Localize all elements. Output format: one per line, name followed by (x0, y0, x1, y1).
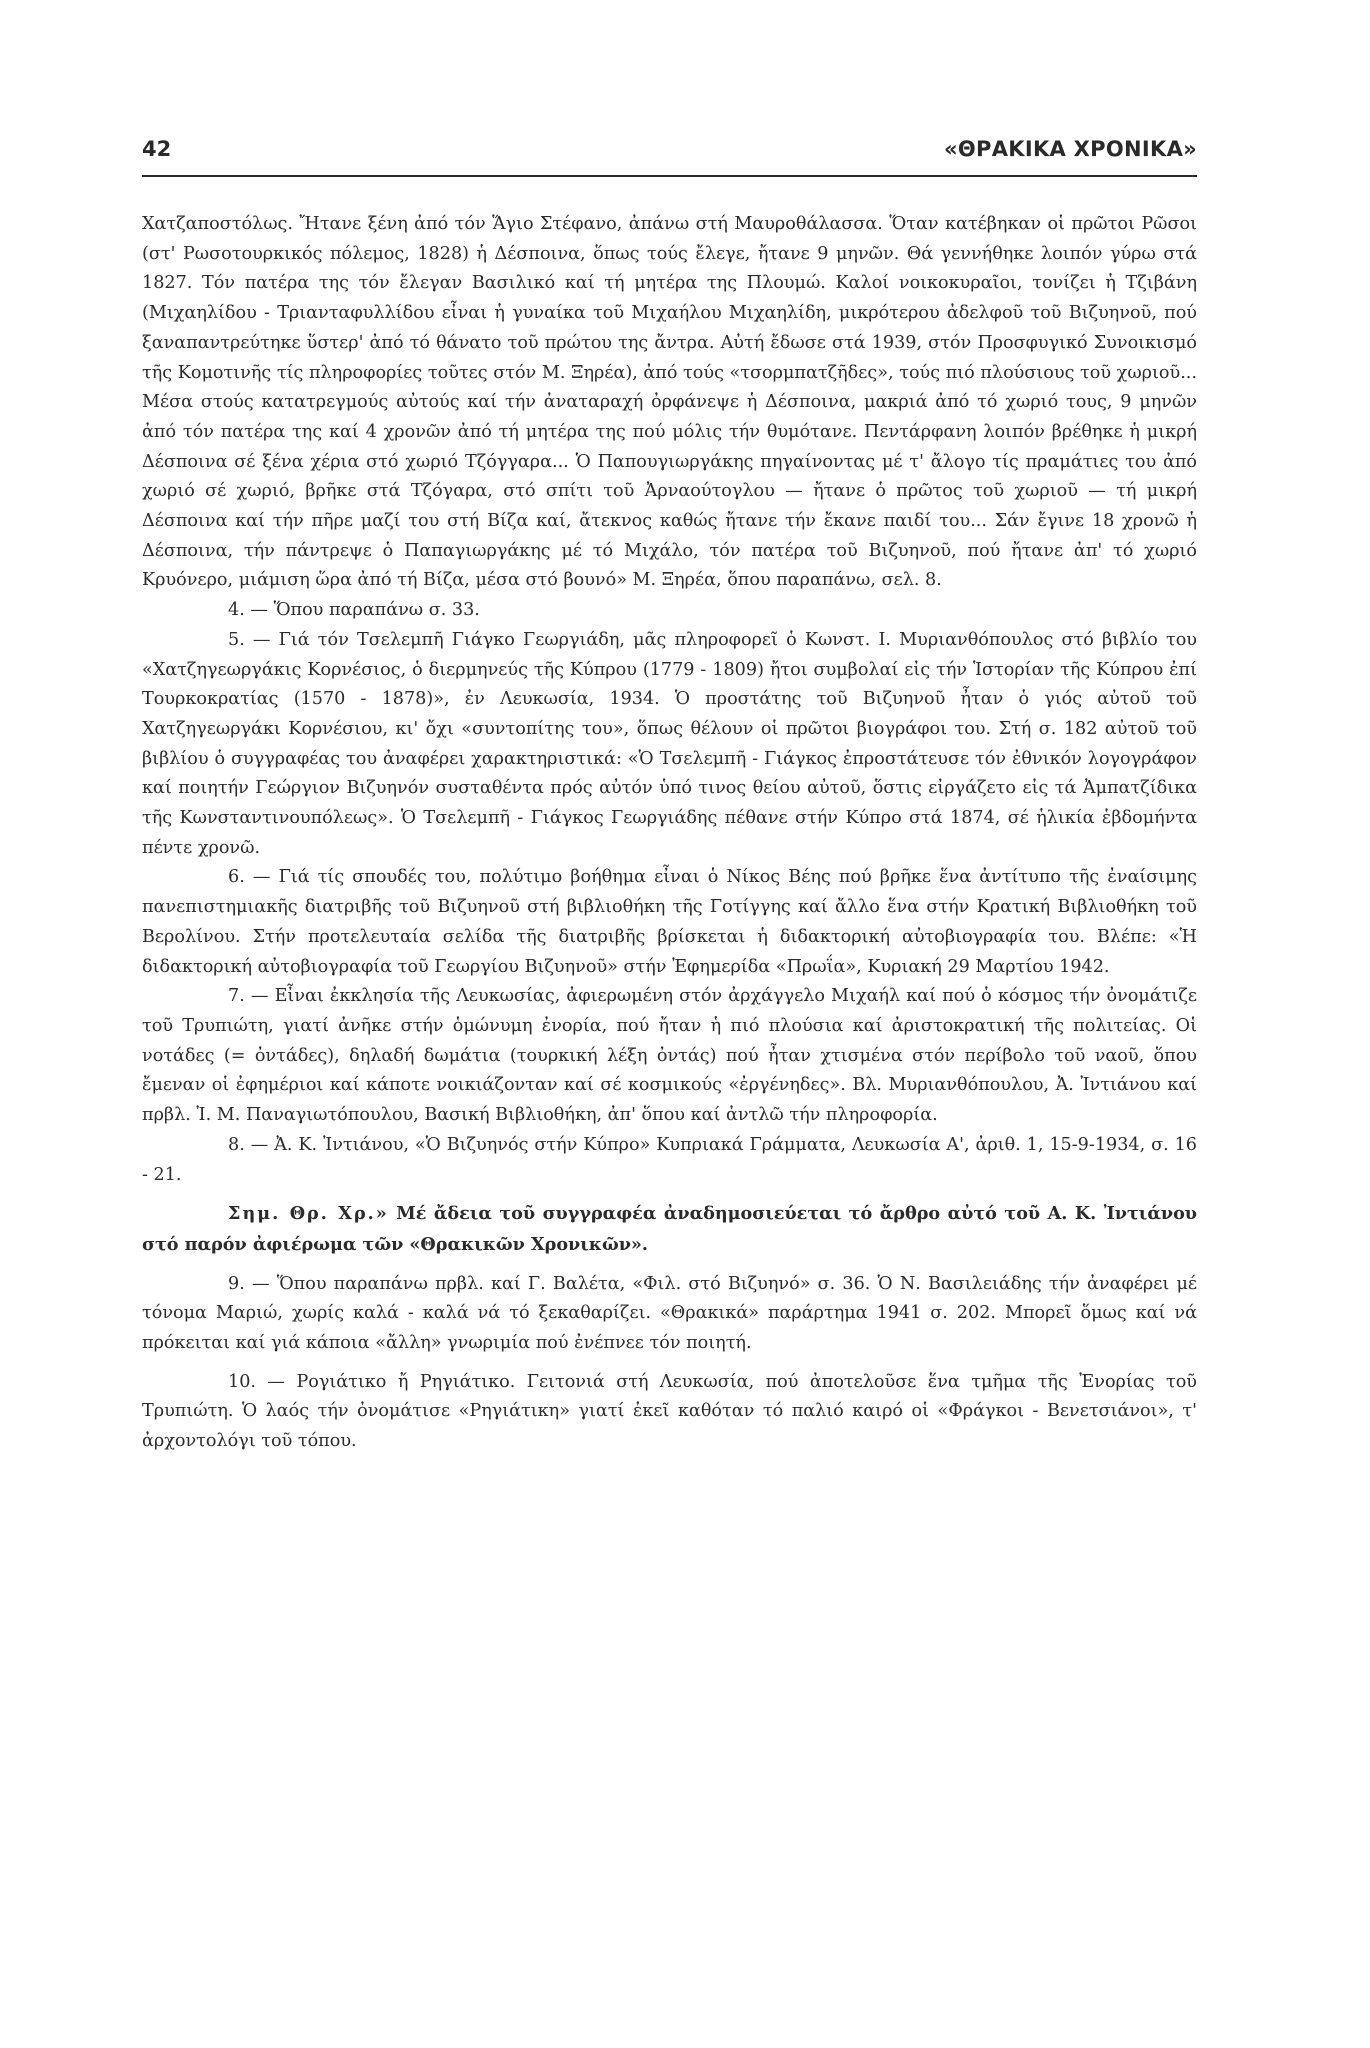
footnote-6: 6. — Γιά τίς σπουδές του, πολύτιμο βοήθημα εἶναι ὁ Νίκος Βέης πού βρῆκε ἕνα ἀντίτυπο τῆς ἐναίσιμης πανεπιστημιακῆς διατριβῆς τοῦ Βιζυηνοῦ στή βιβλιοθήκη τῆς Γοτίγγης καί ἄλλο ἕνα στήν Κρατική Βιβλιοθήκη τοῦ Βερολίνου. Στήν προτελευταία σελίδα τῆς διατριβῆς βρίσκεται ἡ διδακτορική αὐτοβιογραφία του. Βλέπε: «Ἡ διδακτορική αὐτοβιογραφία τοῦ Γεωργίου Βιζυηνοῦ» στήν Ἐφημερίδα «Πρωΐα», Κυριακή 29 Μαρτίου 1942. (142, 867, 1197, 977)
footnote-4: 4. — Ὅπου παραπάνω σ. 33. (228, 600, 480, 621)
footnote-8: 8. — Ἀ. Κ. Ἰντιάνου, «Ὁ Βιζυηνός στήν Κύπρο» Κυπριακά Γράμματα, Λευκωσία Α', ἀριθ. 1, 15-9-1934, σ. 16 - 21. (142, 1134, 1197, 1185)
editor-note (142, 1199, 1197, 1260)
footnote-7: 7. — Εἶναι ἐκκλησία τῆς Λευκωσίας, ἀφιερωμένη στόν ἀρχάγγελο Μιχαήλ καί πού ὁ κόσμος τήν ὀνομάτιζε τοῦ Τρυπιώτη, γιατί ἀνῆκε στήν ὁμώνυμη ἐνορία, πού ἤταν ἡ πιό πλούσια καί ἀριστοκρατική τῆς πολιτείας. Οἱ νοτάδες (= ὀντάδες), δηλαδή δωμάτια (τουρκική λέξη ὀντάς) πού ἦταν χτισμένα στόν περίβολο τοῦ ναοῦ, ὅπου ἔμεναν οἱ ἐφημέριοι καί κάποτε νοικιάζονταν καί σέ κοσμικούς «ἐργένηδες». Βλ. Μυριανθόπουλου, Ἀ. Ἰντιάνου καί πρβλ. Ἰ. Μ. Παναγιωτόπουλου, Βασική Βιβλιοθήκη, ἀπ' ὅπου καί ἀντλῶ τήν πληροφορία. (142, 986, 1197, 1126)
header-rule (142, 175, 1197, 177)
footnote-9: 9. — Ὅπου παραπάνω πρβλ. καί Γ. Βαλέτα, «Φιλ. στό Βιζυηνό» σ. 36. Ὁ Ν. Βασιλειάδης τήν ἀναφέρει μέ τόνομα Μαριώ, χωρίς καλά - καλά νά τό ξεκαθαρίζει. «Θρακικά» παράρτημα 1941 σ. 202. Μπορεῖ ὅμως καί νά πρόκειται καί γιά κάποια «ἄλλη» γνωριμία πού ἐνέπνεε τόν ποιητή. (142, 1273, 1197, 1354)
footnote-10: 10. — Ρογιάτικο ἤ Ρηγιάτικο. Γειτονιά στή Λευκωσία, πού ἀποτελοῦσε ἕνα τμῆμα τῆς Ἐνορίας τοῦ Τρυπιώτη. Ὁ λαός τήν ὀνομάτισε «Ρηγιάτικη» γιατί ἐκεῖ καθόταν τό παλιό καιρό οἱ «Φράγκοι - Βενετσιάνοι», τ' ἀρχοντολόγι τοῦ τόπου. (142, 1371, 1197, 1452)
journal-title: «ΘΡΑΚΙΚΑ ΧΡΟΝΙΚΑ» (944, 137, 1197, 161)
footnote-3-continuation: Χατζαποστόλως. Ἤτανε ξένη ἀπό τόν Ἅγιο Στέφανο, ἀπάνω στή Μαυροθάλασσα. Ὅταν κατέβηκαν οἱ πρῶτοι Ρῶσοι (στ' Ρωσοτουρκικός πόλεμος, 1828) ἡ Δέσποινα, ὅπως τούς ἔλεγε, ἤτανε 9 μηνῶν. Θά γεννήθηκε λοιπόν γύρω στά 1827. Τόν πατέρα της τόν ἔλεγαν Βασιλικό καί τή μητέρα της Πλουμώ. Καλοί νοικοκυραῖοι, τονίζει ἡ Τζιβάνη (Μιχαηλίδου - Τριανταφυλλίδου εἶναι ἡ γυναίκα τοῦ Μιχαήλου Μιχαηλίδη, μικρότερου ἀδελφοῦ τοῦ Βιζυηνοῦ, πού ξαναπαντρεύτηκε ὕστερ' ἀπό τό θάνατο τοῦ πρώτου της ἄντρα. Αὐτή ἔδωσε στά 1939, στόν Προσφυγικό Συνοικισμό τῆς Κομοτινῆς τίς πληροφορίες τοῦτες στόν Μ. Ξηρέα), ἀπό τούς «τσορμπατζῆδες», τούς πιό πλούσιους τοῦ χωριοῦ... Μέσα στούς κατατρεγμούς αὐτούς καί τήν ἀναταραχή ὀρφάνεψε ἡ Δέσποινα, μακριά ἀπό τό χωριό τους, 9 μηνῶν ἀπό τόν πατέρα της καί 4 χρονῶν ἀπό τή μητέρα της πού μόλις τήν θυμότανε. Πεντάρφανη λοιπόν βρέθηκε ἡ μικρή Δέσποινα σέ ξένα χέρια στό χωριό Τζόγγαρα... Ὁ Παπουγιωργάκης πηγαίνοντας μέ τ' ἄλογο τίς πραμάτιες του ἀπό χωριό σέ χωριό, βρῆκε στά Τζόγαρα, στό σπίτι τοῦ Ἀρναούτογλου — ἤτανε ὁ πρῶτος τοῦ χωριοῦ — τή μικρή Δέσποινα καί τήν πῆρε μαζί του στή Βίζα καί, ἄτεκνος καθώς ἤτανε τήν ἔκανε παιδί του... Σάν ἔγινε 18 χρονῶ ἡ Δέσποινα, τήν πάντρεψε ὁ Παπαγιωργάκης μέ τό Μιχάλο, τόν πατέρα τοῦ Βιζυηνοῦ, πού ἤτανε ἀπ' τό χωριό Κρυόνερο, μιάμιση ὥρα ἀπό τή Βίζα, μέσα στό βουνό» Μ. Ξηρέα, ὅπου παραπάνω, σελ. 8. (142, 214, 1197, 591)
editor-note-label: Σημ. Θρ. Χρ.» (228, 1203, 389, 1225)
running-header (142, 137, 1197, 173)
page-number: 42 (142, 137, 172, 161)
editor-note-text: Μέ ἄδεια τοῦ συγγραφέα ἀναδημοσιεύεται τό ἄρθρο αὐτό τοῦ Α. Κ. Ἰντιάνου στό παρόν ἀφιέρωμα τῶν «Θρακικῶν Χρονικῶν». (142, 1203, 1198, 1255)
footnotes-body (142, 210, 1197, 1457)
footnote-5: 5. — Γιά τόν Τσελεμπῆ Γιάγκο Γεωργιάδη, μᾶς πληροφορεῖ ὁ Κωνστ. Ι. Μυριανθόπουλος στό βιβλίο του «Χατζηγεωργάκις Κορνέσιος, ὁ διερμηνεύς τῆς Κύπρου (1779 - 1809) ἤτοι συμβολαί εἰς τήν Ἱστορίαν τῆς Κύπρου ἐπί Τουρκοκρατίας (1570 - 1878)», ἐν Λευκωσία, 1934. Ὁ προστάτης τοῦ Βιζυηνοῦ ἦταν ὁ γιός αὐτοῦ τοῦ Χατζηγεωργάκι Κορνέσιου, κι' ὄχι «συντοπίτης του», ὅπως θέλουν οἱ πρῶτοι βιογράφοι του. Στή σ. 182 αὐτοῦ τοῦ βιβλίου ὁ συγγραφέας του ἀναφέρει χαρακτηριστικά: «Ὁ Τσελεμπῆ - Γιάγκος ἐπροστάτευσε τόν ἐθνικόν λογογράφον καί ποιητήν Γεώργιον Βιζυηνόν συσταθέντα πρός αὐτόν ὑπό τινος θείου αὐτοῦ, ὅστις εἰργάζετο εἰς τά Ἀμπατζίδικα τῆς Κωνσταντινουπόλεως». Ὁ Τσελεμπῆ - Γιάγκος Γεωργιάδης πέθανε στήν Κύπρο στά 1874, σέ ἡλικία ἑβδομήντα πέντε χρονῶ. (142, 629, 1197, 858)
